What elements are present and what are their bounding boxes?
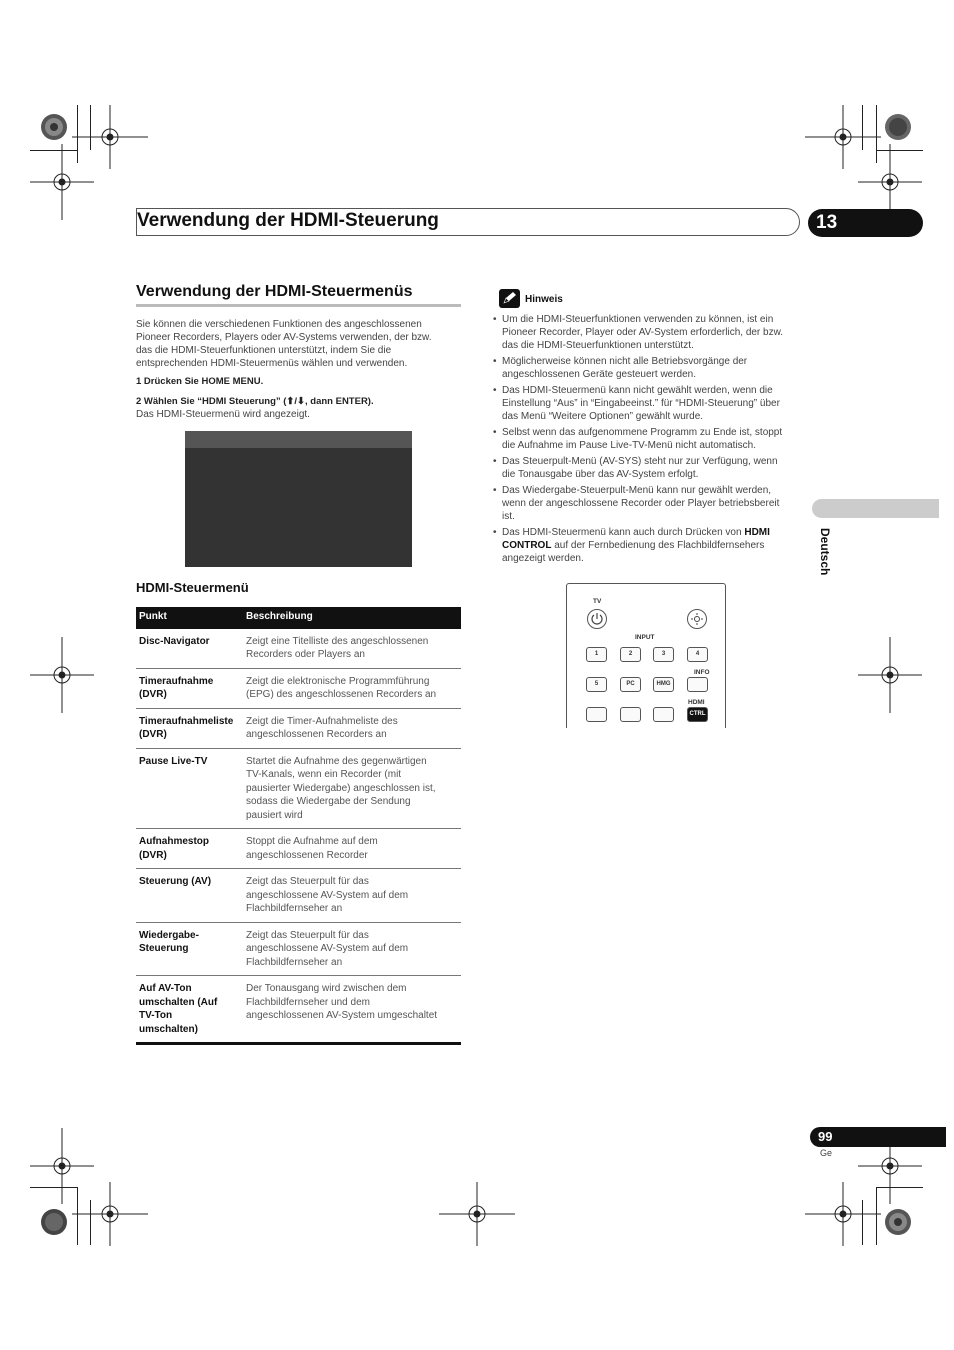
tv-label: TV bbox=[593, 598, 602, 605]
split-button-icon bbox=[653, 707, 674, 722]
input-button-1: 1 bbox=[586, 647, 607, 662]
intro-line: entsprechenden HDMI-Steuermenüs wählen und verwenden. bbox=[136, 358, 408, 369]
table-title: HDMI-Steuermenü bbox=[136, 580, 249, 595]
table-row: Aufnahmestop (DVR) Stoppt die Aufnahme auf dem angeschlossenen Recorder bbox=[136, 829, 461, 869]
input-button-5: 5 bbox=[586, 677, 607, 692]
language-label: Deutsch bbox=[818, 528, 832, 576]
step-1: 1 Drücken Sie HOME MENU. bbox=[136, 376, 264, 387]
table-row: Disc-Navigator Zeigt eine Titelliste des angeschlossenen Recorders oder Players an bbox=[136, 629, 461, 669]
pc-button: PC bbox=[620, 677, 641, 692]
intro-line: Sie können die verschiedenen Funktionen des angeschlossenen bbox=[136, 319, 422, 330]
step-2-result: Das HDMI-Steuermenü wird angezeigt. bbox=[136, 409, 310, 420]
list-item: • Das Steuerpult-Menü (AV-SYS) steht nur zur Verfügung, wenn die Tonausgabe über das AV-System erfolgt. bbox=[493, 455, 811, 481]
table-row: Steuerung (AV) Zeigt das Steuerpult für das angeschlossene AV-System auf dem Flachbildfernseher an bbox=[136, 869, 461, 923]
table-row: Timeraufnahmeliste (DVR) Zeigt die Timer-Aufnahmeliste des angeschlossenen Recorders an bbox=[136, 708, 461, 748]
remote-control-illustration bbox=[566, 583, 726, 728]
table-row: Timeraufnahme (DVR) Zeigt die elektronische Programmführung (EPG) des angeschlossenen Recorders an bbox=[136, 668, 461, 708]
pencil-note-icon bbox=[499, 289, 520, 308]
page-language-code: Ge bbox=[820, 1148, 833, 1158]
list-item: • Um die HDMI-Steuerfunktionen verwenden zu können, ist ein Pioneer Recorder, Player oder AV-System erforderlich, der bzw. das die HDMI-Steuerfunktionen unterstützt. bbox=[493, 313, 811, 352]
note-list bbox=[493, 313, 811, 568]
menu-screen-titlebar bbox=[185, 431, 412, 448]
input-label: INPUT bbox=[635, 634, 655, 641]
intro-line: Pioneer Recorders, Players oder AV-Systems verwenden, der bzw. bbox=[136, 332, 432, 343]
list-item: • Das HDMI-Steuermenü kann nicht gewählt werden, wenn die Einstellung “Aus” in “Eingabeeinst.” für “HDMI-Steuerung” über das Menü “Weitere Optionen” gewählt wurde. bbox=[493, 384, 811, 423]
hdmi-label: HDMI bbox=[688, 699, 705, 706]
info-label: INFO bbox=[694, 669, 710, 676]
step-2: 2 Wählen Sie “HDMI Steuerung” (⬆/⬇, dann ENTER). bbox=[136, 396, 374, 407]
intro-paragraph bbox=[136, 318, 466, 370]
screen-mode-button-icon bbox=[586, 707, 607, 722]
hmg-button: HMG bbox=[653, 677, 674, 692]
hdmi-control-button: CTRL bbox=[687, 707, 708, 722]
menu-table bbox=[136, 607, 461, 1045]
input-button-3: 3 bbox=[653, 647, 674, 662]
table-row: Pause Live-TV Startet die Aufnahme des gegenwärtigen TV-Kanals, wenn ein Recorder (mit pausierter Wiedergabe) angeschlossen ist, sodass die Wiedergabe der Sendung pausiert wird bbox=[136, 748, 461, 829]
menu-screen-image bbox=[185, 431, 412, 567]
table-header-item: Punkt bbox=[136, 607, 243, 629]
table-row: Auf AV-Ton umschalten (Auf TV-Ton umschalten) Der Tonausgang wird zwischen dem Flachbildfernseher und dem angeschlossenen AV-System umgeschaltet bbox=[136, 976, 461, 1044]
table-header-description: Beschreibung bbox=[243, 607, 461, 629]
power-button-icon bbox=[587, 609, 607, 629]
pip-button-icon bbox=[620, 707, 641, 722]
list-item: • Das Wiedergabe-Steuerpult-Menü kann nur gewählt werden, wenn der angeschlossene Recorder oder Player betriebsbereit ist. bbox=[493, 484, 811, 523]
input-button-2: 2 bbox=[620, 647, 641, 662]
note-label: Hinweis bbox=[525, 294, 563, 305]
list-item: • Möglicherweise können nicht alle Betriebsvorgänge der angeschlossenen Geräte gesteuert werden. bbox=[493, 355, 811, 381]
list-item: • Das HDMI-Steuermenü kann auch durch Drücken von HDMI CONTROL auf der Fernbedienung des Flachbildfernsehers angezeigt werden. bbox=[493, 526, 811, 565]
section-title: Verwendung der HDMI-Steuermenüs bbox=[136, 283, 413, 300]
language-tab bbox=[812, 499, 939, 518]
page-number-badge bbox=[810, 1127, 946, 1147]
chapter-badge bbox=[808, 209, 923, 237]
input-button-4: 4 bbox=[687, 647, 708, 662]
table-row: Wiedergabe- Steuerung Zeigt das Steuerpult für das angeschlossene AV-System auf dem Flachbildfernseher an bbox=[136, 922, 461, 976]
section-rule bbox=[136, 304, 461, 307]
info-button-icon bbox=[687, 677, 708, 692]
page-header-title: Verwendung der HDMI-Steuerung bbox=[137, 210, 439, 231]
chapter-number: 13 bbox=[816, 212, 838, 233]
light-button-icon bbox=[687, 609, 707, 629]
page-number: 99 bbox=[818, 1129, 833, 1144]
intro-line: das die HDMI-Steuerfunktionen unterstützt, indem Sie die bbox=[136, 345, 392, 356]
list-item: • Selbst wenn das aufgenommene Programm zu Ende ist, stoppt die Aufnahme im Pause Live-TV-Menü nicht automatisch. bbox=[493, 426, 811, 452]
